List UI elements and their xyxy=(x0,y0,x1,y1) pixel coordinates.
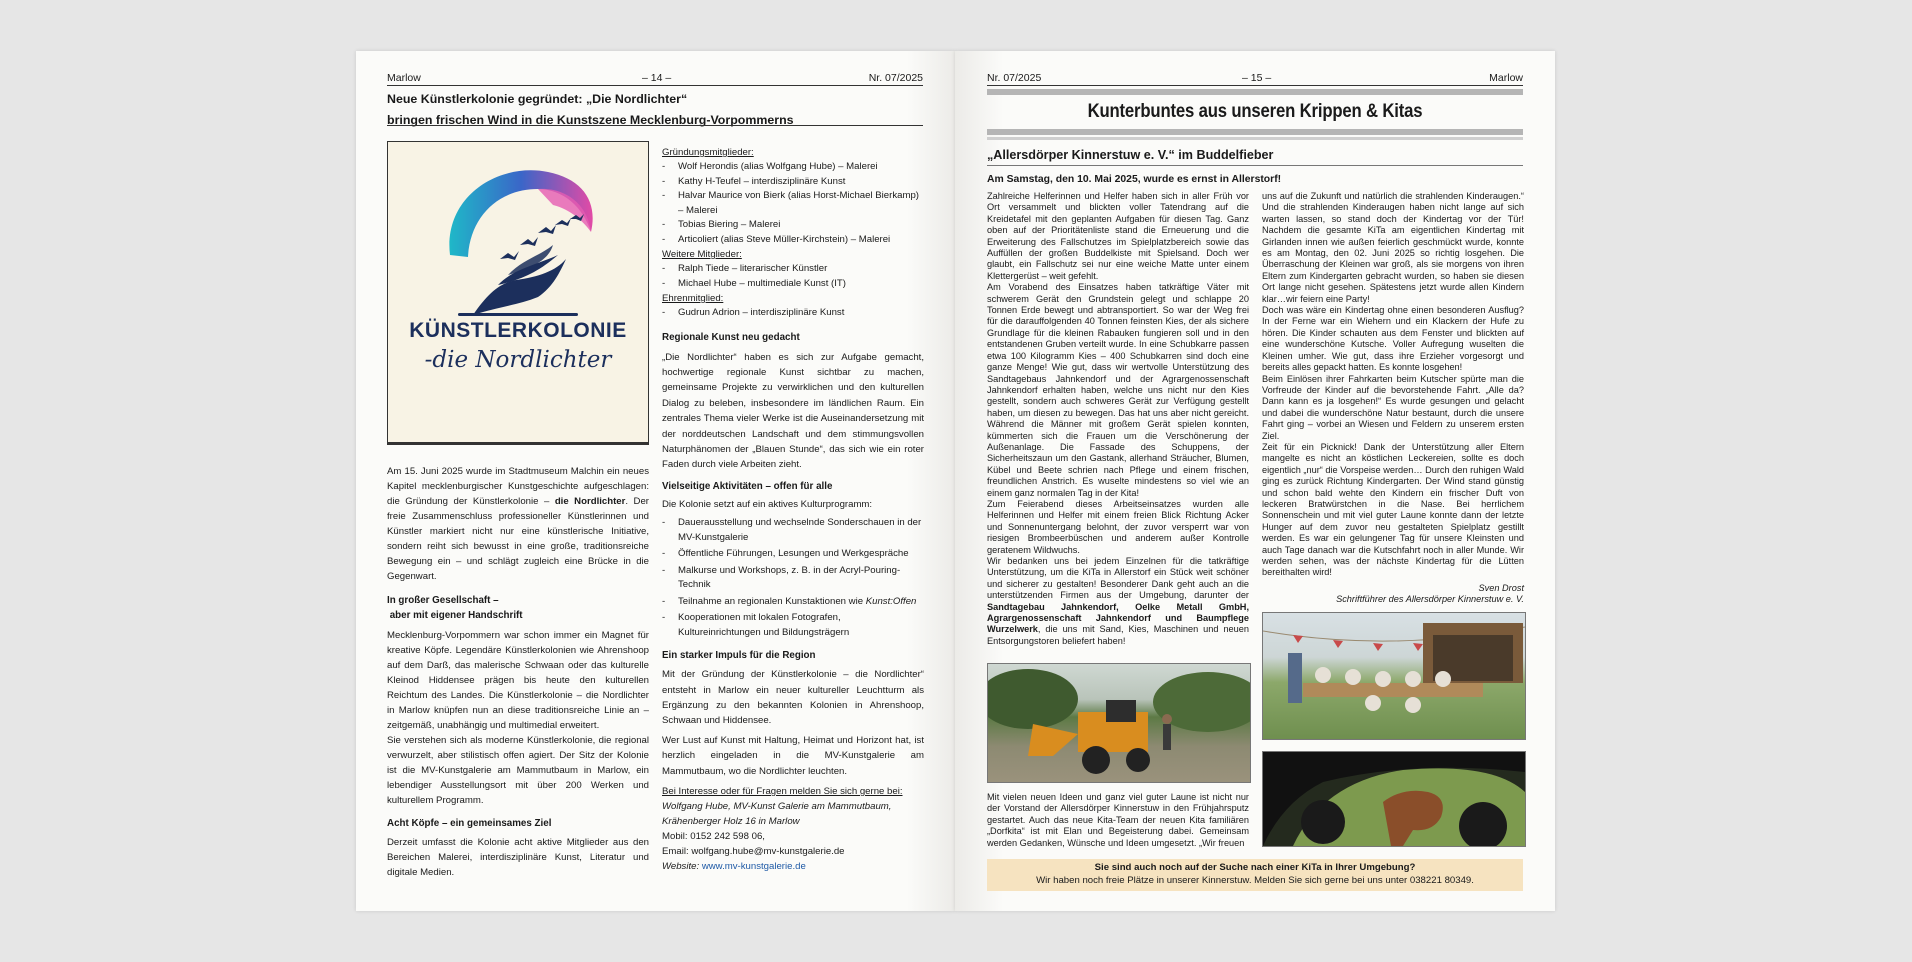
section-banner-title: Kunterbuntes aus unseren Krippen & Kitas xyxy=(1087,101,1423,122)
right-page xyxy=(955,51,1555,911)
picnic-scene-icon xyxy=(1263,613,1525,739)
paragraph: Sie verstehen sich als moderne Künstlerkolonie, die regional verwurzelt, aber stilistisch offen agiert. Der Sitz der Kolonie ist die MV-Kunstgalerie am Mammutbaum in Marlow, ein lebendiger Ausstellungsort mit über 200 Werken und kulturellem Programm. xyxy=(387,735,649,806)
kuenstlerkolonie-logo xyxy=(387,141,649,445)
section-heading: Acht Köpfe – ein gemeinsames Ziel xyxy=(387,818,552,829)
list-item: - Gudrun Adrion – interdisziplinäre Kunst xyxy=(662,306,924,321)
right-column xyxy=(662,145,924,874)
photo-horse-carriage xyxy=(1262,751,1526,847)
aurora-birds-tree-icon xyxy=(388,147,648,327)
website-link[interactable]: www.mv-kunstgalerie.de xyxy=(701,861,806,872)
thanks-paragraph: Wir bedanken uns bei jedem Einzelnen für die tatkräftige Unterstützung, um die KiTa in Allerstorf ein Stück weit schöner und sicherer zu gestalten! Besonderer Dank geht auch an die unterstützenden Firmen aus der Umgebung, darunter der Sandtagebau Jahnkendorf, Oelke Metall GmbH, Agrargenossenschaft Jahnkendorf und Baumpflege Wurzelwerk, die uns mit Sand, Kies, Maschinen und neuen Entsorgungstoren beliefert haben! xyxy=(987,556,1249,646)
banner-bar-top xyxy=(987,89,1523,95)
members-list xyxy=(662,262,924,291)
signature-name: Sven Drost xyxy=(1478,582,1524,593)
paragraph: Mit der Gründung der Künstlerkolonie – die Nordlichter“ entsteht in Marlow ein neuer kultureller Leuchtturm als Ergänzung zu den bekannten Kolonien in Ahrenshoop, Schwaan und Hiddensee. xyxy=(662,669,924,727)
members-heading: Gründungsmitglieder: xyxy=(662,147,754,158)
paragraph: Zahlreiche Helferinnen und Helfer haben sich in aller Früh vor Ort versammelt und blickten voller Tatendrang auf die Kreidetafel mit den geplanten Aufgaben für diesen Tag. Ganz oben auf der Prioritätenliste stand die Erneuerung und die Erweiterung des Fallschutzes im Spielplatzbereich sowie das Auffüllen der großen Buddelkiste mit Spielsand. Doch wer glaubt, ein Fallschutz sei nur eine weiche Matte unter einem Klettergerüst – weit gefehlt. xyxy=(987,191,1249,281)
photo-excavator xyxy=(987,663,1251,783)
list-item: - Dauerausstellung und wechselnde Sonderschauen in der MV-Kunstgalerie xyxy=(662,516,924,545)
list-item: - Tobias Biering – Malerei xyxy=(662,218,924,233)
list-item: - Halvar Maurice von Bierk (alias Horst-Michael Bierkamp) – Malerei xyxy=(662,189,924,218)
kita-ad-box xyxy=(987,859,1523,891)
article-column-1 xyxy=(987,191,1249,647)
header-place: Marlow xyxy=(1489,72,1523,84)
section-heading: Vielseitige Aktivitäten – offen für alle xyxy=(662,480,833,492)
members-heading: Weitere Mitglieder: xyxy=(662,249,742,260)
carriage-scene-icon xyxy=(1263,752,1525,846)
banner-bar-bottom xyxy=(987,129,1523,135)
header-page-number: – 14 – xyxy=(642,72,672,84)
paragraph: Am Vorabend des Einsatzes haben tatkräftige Väter mit schwerem Gerät den Grundstein gelegt und schlappe 20 Tonnen Erde bewegt und abtransportiert. So war der Weg frei für die darauffolgenden 40 Tonnen feinsten Kies, der als sichere Grundlage für die kleinen Rabauken fungieren soll und in den entstandenen Gruben verteilt wurde. In eine Schubkarre passen etwa 100 Kilogramm Kies – 400 Schubkarren sind doch eine ganze Menge! Wie gut, dass wir wertvolle Unterstützung des Sandtagebaus Jahnkendorf und der Agrargenossenschaft Jahnkendorf erhalten haben, welche uns nicht nur den Kies gestellt, sondern auch schweres Gerät zur Verfügung gestellt haben, um diesen zu bewegen. Das hat uns aber nicht gereicht. Während die Männer mit großem Gerät spielen konnten, kümmerten sich die Frauen um die Verschönerung der Außenanlage. Die Fassade des Schuppens, der Sicherheitszaun um den Gastank, allerhand Sträucher, Blumen, Kübel und Beete schrien nach Pflege und einem frischen, freundlichen Anstrich. Es wuselte mindestens so viel wie an einem ganz normalen Tag in der Kita! xyxy=(987,282,1249,498)
contact-name: Wolfgang Hube, MV-Kunst Galerie am Mammutbaum, xyxy=(662,801,892,812)
headline-line-2: bringen frischen Wind in die Kunstszene Mecklenburg-Vorpommerns xyxy=(387,113,794,127)
list-item: - Ralph Tiede – literarischer Künstler xyxy=(662,262,924,277)
signature-role: Schriftführer des Allersdörper Kinnerstuw e. V. xyxy=(1336,594,1524,605)
paragraph: Mit vielen neuen Ideen und ganz viel guter Laune ist nicht nur der Vorstand der Allersdörper Kinnerstuw in den Frühjahrsputz gestartet. Auch das neue Kita-Team der neuen Kita familiären „Dorfkita“ ist mit Elan und Begeisterung dabei. Gemeinsam werden Gedanken, Wünsche und Ideen umgesetzt. „Wir freuen xyxy=(987,792,1249,848)
section-heading: Regionale Kunst neu gedacht xyxy=(662,331,800,343)
left-page xyxy=(356,51,955,911)
paragraph: Mecklenburg-Vorpommern war schon immer ein Magnet für kreative Köpfe. Legendäre Künstlerkolonien wie Ahrenshoop auf dem Darß, das malerische Schwaan oder das kulturelle Kleinod Hiddensee prägen bis heute den kulturellen Reichtum des Landes. Die Künstlerkolonie – die Nordlichter in Marlow knüpfen nun an diese traditionsreiche Linie an – zeitgemäß, unabhängig und multimedial erweitert. xyxy=(387,630,649,731)
contact-email[interactable]: Email: wolfgang.hube@mv-kunstgalerie.de xyxy=(662,846,845,857)
paragraph: Wer Lust auf Kunst mit Haltung, Heimat und Horizont hat, ist herzlich eingeladen in die MV-Kunstgalerie am Mammutbaum, wo die Nordlichter leuchten. xyxy=(662,734,924,777)
paragraph: Derzeit umfasst die Kolonie acht aktive Mitglieder aus den Bereichen Malerei, interdisziplinäre Kunst, Literatur und digitale Medien. xyxy=(387,837,649,878)
article-subhead: „Allersdörper Kinnerstuw e. V.“ im Buddelfieber xyxy=(987,148,1274,162)
paragraph: Die Kolonie setzt auf ein aktives Kulturprogramm: xyxy=(662,498,873,510)
honor-list xyxy=(662,306,924,321)
paragraph: Beim Einlösen ihrer Fahrkarten beim Kutscher spürte man die Vorfreude der Kinder auf die bevorstehende Fahrt. „Alle da? Dann kann es ja losgehen!“ Es wurde gesungen und gelacht und dabei die wunderschöne Natur bestaunt, durch die unsere Fahrt ging – vorbei an Wiesen und Feldern zu unserem ersten Ziel. xyxy=(1262,373,1524,441)
paragraph: Zeit für ein Picknick! Dank der Unterstützung aller Eltern mangelte es nicht an köstlichen Leckereien, sollte es doch eigentlich „nur“ die Vorspeise werden… Durch den ruhigen Wald ging es zurück Richtung Kindergarten. Der Wind stand günstig und schon bald wehte den Kindern ein frischer Duft von leckeren Bratwürstchen in die Nase. Bei herrlichem Sonnenschein und mit viel guter Laune konnte dann der letzte Hunger auf dem zuvor neu gestalteten Spielplatz gestillt werden. Es war ein gelungener Tag für unsere Kleinsten und auch Tage danach war die Kutschfahrt noch in aller Munde. Wir werden sehen, was der nächste Kindertag für die Lütten bereithalten wird! xyxy=(1262,441,1524,578)
paragraph: Zum Feierabend dieses Arbeitseinsatzes wurden alle Helferinnen und Helfer mit einem freien Blick Richtung Acker und Sonnenuntergang belohnt, der zuvor versperrt war von riesigen Brombeerbüschen und anderem außer Kontrolle geratenem Wildwuchs. xyxy=(987,498,1249,555)
list-item: - Kooperationen mit lokalen Fotografen, Kultureinrichtungen und Bildungsträgern xyxy=(662,611,924,640)
list-item: - Articoliert (alias Steve Müller-Kirchstein) – Malerei xyxy=(662,233,924,248)
list-item: - Michael Hube – multimediale Kunst (IT) xyxy=(662,277,924,292)
list-item: - Öffentliche Führungen, Lesungen und Werkgespräche xyxy=(662,547,924,562)
header-page-number: – 15 – xyxy=(1242,72,1272,84)
header-issue: Nr. 07/2025 xyxy=(987,72,1042,84)
list-item: - Teilnahme an regionalen Kunstaktionen wie Kunst:Offen xyxy=(662,595,924,610)
list-item: - Kathy H-Teufel – interdisziplinäre Kunst xyxy=(662,175,924,190)
contact-heading: Bei Interesse oder für Fragen melden Sie sich gerne bei: xyxy=(662,786,903,797)
headline-line-1: Neue Künstlerkolonie gegründet: „Die Nordlichter“ xyxy=(387,92,688,106)
header-place: Marlow xyxy=(387,72,421,84)
paragraph: uns auf die Zukunft und natürlich die strahlenden Kinderaugen.“ Und die strahlenden Kinderaugen haben nicht lange auf sich warten lassen, so stand doch der Kindertag vor der Tür! Nachdem die gesamte KiTa am eigentlichen Kindertag mit Girlanden innen wie außen feierlich geschmückt wurde, konnte es am Montag, den 02. Juni 2025 so richtig losgehen. Die Überraschung der Kleinen war groß, als sie morgens von ihren Eltern zum Kindergarten gebracht wurden, so haben sie diesen Ort lange nicht gesehen. Spätestens jetzt wurde allen Kindern klar…wir feiern eine Party! xyxy=(1262,191,1524,304)
article-column-2 xyxy=(1262,191,1524,606)
headline-rule xyxy=(387,125,923,126)
page-header xyxy=(387,72,923,86)
header-issue: Nr. 07/2025 xyxy=(868,72,923,84)
banner-bar-thin xyxy=(987,137,1523,140)
paragraph: Doch was wäre ein Kindertag ohne einen besonderen Ausflug? In der Ferne war ein Wiehern und ein Klackern der Hufe zu hören. Die Kinder schauten aus dem Fenster und blickten auf eine wunderschöne Kutsche. Voller Aufregung wuselten die Kleinen umher. Wie gut, dass ihre Erzieher vorgesorgt und bereits alles gepackt hatten. Es konnte losgehen! xyxy=(1262,305,1524,373)
contact-address: Krähenberger Holz 16 in Marlow xyxy=(662,816,800,827)
section-heading: Ein starker Impuls für die Region xyxy=(662,650,816,662)
subhead-rule xyxy=(987,165,1523,166)
section-heading: In großer Gesellschaft – aber mit eigener Handschrift xyxy=(387,595,523,621)
article-lead: Am Samstag, den 10. Mai 2025, wurde es ernst in Allerstorf! xyxy=(987,174,1282,185)
activities-list xyxy=(662,516,924,640)
photo-picnic xyxy=(1262,612,1526,740)
contact-website: Website: www.mv-kunstgalerie.de xyxy=(662,861,806,872)
article-column-1-bottom xyxy=(987,792,1249,849)
ad-headline: Sie sind auch noch auf der Suche nach einer KiTa in Ihrer Umgebung? xyxy=(1094,862,1416,873)
left-column xyxy=(387,464,649,880)
paragraph: „Die Nordlichter“ haben es sich zur Aufgabe gemacht, hochwertige regionale Kunst sichtbar zu machen, gemeinsame Projekte zu verwirklichen und den kulturellen Dialog zu beleben, insbesondere im ländlichen Raum. Ein zentrales Thema vieler Werke ist die Auseinandersetzung mit der norddeutschen Landschaft und dem stimmungsvollen Naturphänomen der „Blauen Stunde“, das sich wie ein roter Faden durch viele Arbeiten zieht. xyxy=(662,351,924,471)
excavator-scene-icon xyxy=(988,664,1250,782)
logo-title: KÜNSTLERKOLONIE xyxy=(409,319,627,342)
members-heading: Ehrenmitglied: xyxy=(662,293,724,304)
list-item: - Malkurse und Workshops, z. B. in der Acryl-Pouring-Technik xyxy=(662,564,924,593)
list-item: - Wolf Herondis (alias Wolfgang Hube) – Malerei xyxy=(662,160,924,175)
page-header xyxy=(987,72,1523,86)
ad-text: Wir haben noch freie Plätze in unserer Kinnerstuw. Melden Sie sich gerne bei uns unter 038221 80349. xyxy=(1036,875,1474,886)
founders-list xyxy=(662,160,924,247)
logo-subtitle: -die Nordlichter xyxy=(424,347,612,373)
contact-mobile: Mobil: 0152 242 598 06, xyxy=(662,831,765,842)
intro-paragraph: Am 15. Juni 2025 wurde im Stadtmuseum Malchin ein neues Kapitel mecklenburgischer Kunstgeschichte aufgeschlagen: die Gründung der Künstlerkolonie – die Nordlichter. Der freie Zusammenschluss professioneller Künstlerinnen und Künstler markiert nicht nur eine künstlerische Initiative, sondern reiht sich bewusst in eine große, traditionsreiche Bewegung ein – und schlägt zugleich eine Brücke in die Gegenwart. xyxy=(387,466,649,582)
